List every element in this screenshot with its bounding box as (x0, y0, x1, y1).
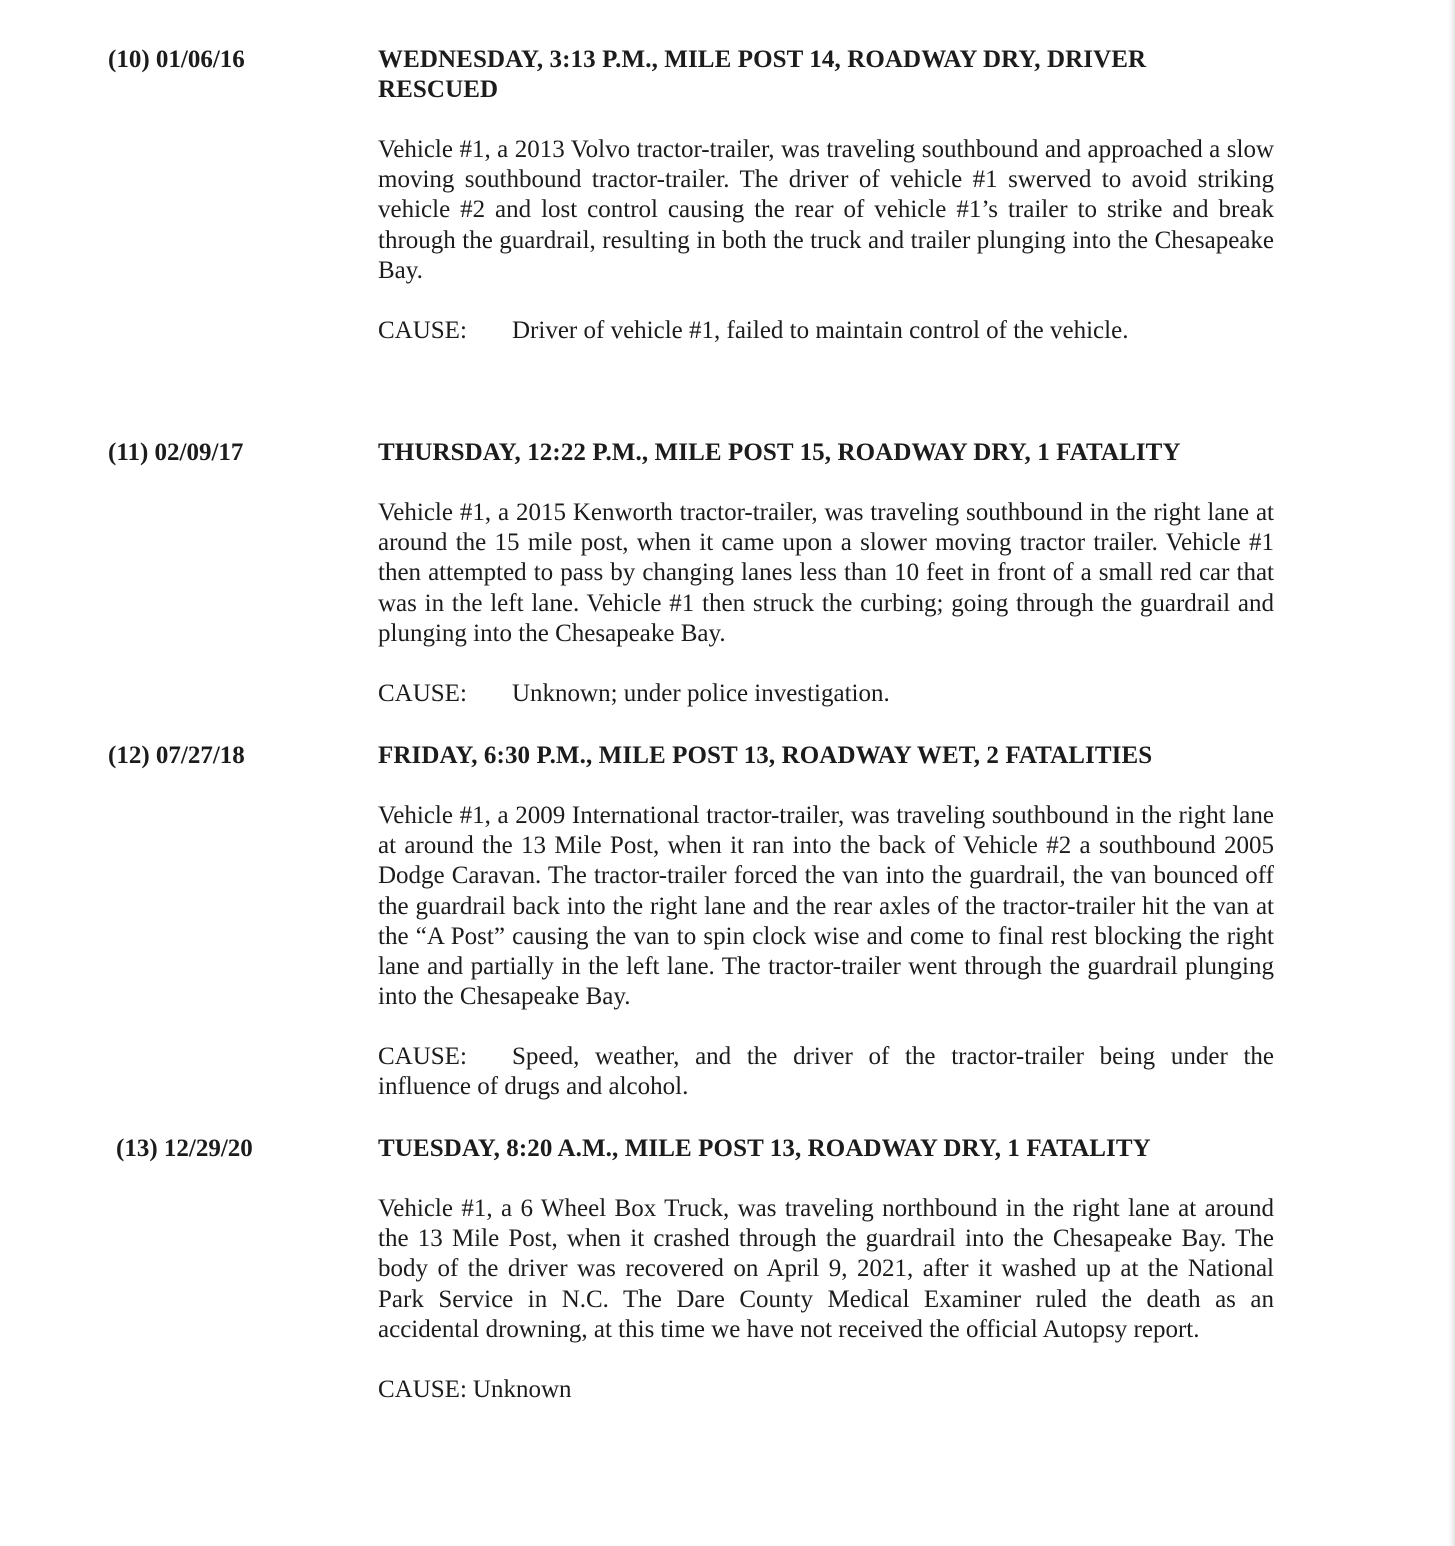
entry-id-date: (11) 02/09/17 (108, 439, 244, 466)
entry-cause (378, 1042, 1274, 1102)
entry-cause (378, 1375, 1274, 1405)
cause-text: Driver of vehicle #1, failed to maintain control of the vehicle. (512, 317, 1129, 344)
entry-id-date: (12) 07/27/18 (108, 742, 245, 769)
cause-text: Unknown (472, 1376, 572, 1403)
cause-label: CAUSE: (378, 680, 467, 707)
cause-label: CAUSE: (378, 1043, 467, 1070)
entry-heading: FRIDAY, 6:30 P.M., MILE POST 13, ROADWAY WET, 2 FATALITIES (378, 742, 1153, 769)
cause-label: CAUSE: (378, 317, 467, 344)
entry-description: Vehicle #1, a 2015 Kenworth tractor-trailer, was traveling southbound in the right lane at around the 15 mile post, when it came upon a slower moving tractor trailer. Vehicle #1 then attempted to pass by changing lanes less than 10 feet in front of a small red car that was in the left lane. Vehicle #1 then struck the curbing; going through the guardrail and plunging into the Chesapeake Bay. (378, 499, 1274, 647)
cause-label: CAUSE: (378, 1376, 467, 1403)
entry-description: Vehicle #1, a 2009 International tractor-trailer, was traveling southbound in the right lane at around the 13 Mile Post, when it ran into the back of Vehicle #2 a southbound 2005 Dodge Caravan. The tractor-trailer forced the van into the guardrail, the van bounced off the guardrail back into the right lane and the rear axles of the tractor-trailer hit the van at the “A Post” causing the van to spin clock wise and come to final rest blocking the right lane and partially in the left lane. The tractor-trailer went through the guardrail plunging into the Chesapeake Bay. (378, 802, 1274, 1011)
entry-cause (378, 679, 1274, 709)
entry-heading: WEDNESDAY, 3:13 P.M., MILE POST 14, ROADWAY DRY, DRIVER RESCUED (378, 46, 1147, 103)
page-edge-shadow (1449, 0, 1455, 1546)
entry-description: Vehicle #1, a 2013 Volvo tractor-trailer, was traveling southbound and approached a slow moving southbound tractor-trailer. The driver of vehicle #1 swerved to avoid striking vehicle #2 and lost control causing the rear of vehicle #1’s trailer to strike and break through the guardrail, resulting in both the truck and trailer plunging into the Chesapeake Bay. (378, 136, 1274, 284)
entry-id-date: (13) 12/29/20 (116, 1135, 253, 1162)
cause-text: Speed, weather, and the driver of the tractor-trailer being under the influence of drugs and alcohol. (378, 1043, 1274, 1101)
entry-id-date: (10) 01/06/16 (108, 46, 245, 73)
cause-text: Unknown; under police investigation. (512, 680, 890, 707)
entry-description: Vehicle #1, a 6 Wheel Box Truck, was traveling northbound in the right lane at around the 13 Mile Post, when it crashed through the guardrail into the Chesapeake Bay. The body of the driver was recovered on April 9, 2021, after it washed up at the National Park Service in N.C. The Dare County Medical Examiner ruled the death as an accidental drowning, at this time we have not received the official Autopsy report. (378, 1195, 1274, 1343)
entry-cause (378, 316, 1274, 346)
entry-heading: THURSDAY, 12:22 P.M., MILE POST 15, ROADWAY DRY, 1 FATALITY (378, 439, 1181, 466)
entry-heading: TUESDAY, 8:20 A.M., MILE POST 13, ROADWAY DRY, 1 FATALITY (378, 1135, 1151, 1162)
